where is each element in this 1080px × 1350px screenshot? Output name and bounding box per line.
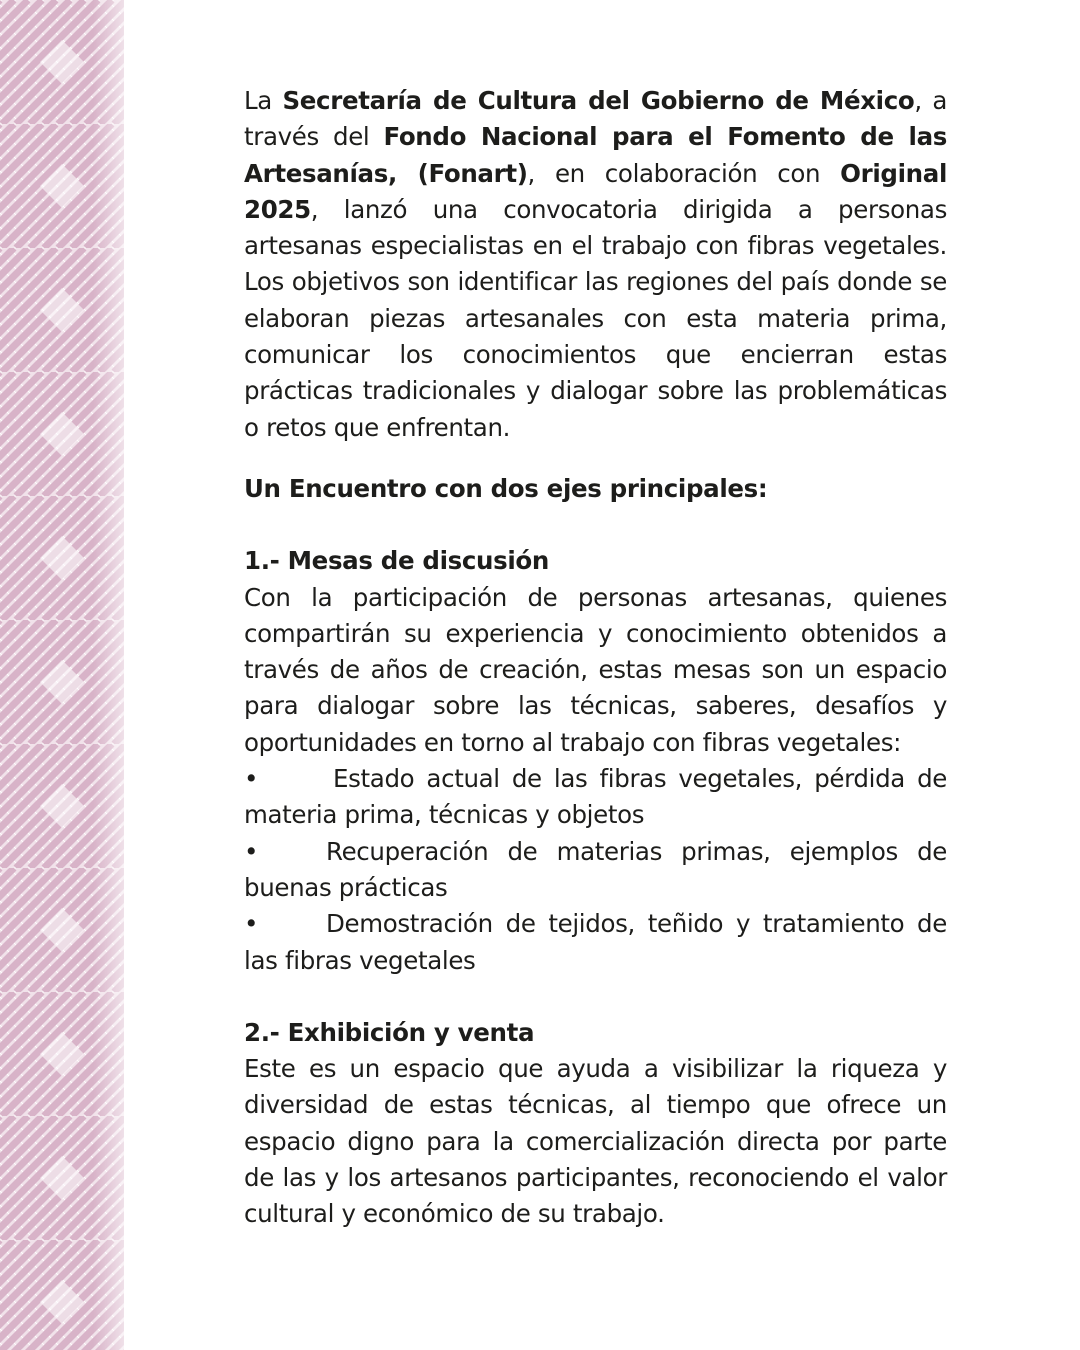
org-fonart: Fondo Nacional para el Fomento de las Artesanías, (Fonart) [244, 122, 948, 188]
intro-paragraph: La Secretaría de Cultura del Gobierno de México, a través del Fondo Nacional para el Fomento de las Artesanías, (Fonart), en colaboración con Original 2025, lanzó una convocatoria dirigida a personas artesanas especialistas en el trabajo con fibras vegetales. Los objetivos son identificar las regiones del país donde se elaboran piezas artesanales con esta materia prima, comunicar los conocimientos que encierran estas prácticas tradicionales y dialogar sobre las problemáticas o retos que enfrentan. [244, 86, 948, 442]
bullet-item: • Demostración de tejidos, teñido y tratamiento de las fibras vegetales [244, 906, 947, 979]
bullet-icon: • [244, 764, 259, 794]
woven-pattern-graphic [0, 0, 124, 1350]
section1-title: 1.- Mesas de discusión [244, 546, 549, 576]
org-original: Original 2025 [244, 158, 947, 224]
woven-pattern-border [0, 0, 124, 1350]
subtitle: Un Encuentro con dos ejes principales: [244, 473, 768, 503]
bullet-item: • Estado actual de las fibras vegetales, pérdida de materia prima, técnicas y objetos [244, 761, 947, 834]
pattern-fade [0, 0, 124, 1350]
section2-title: 2.- Exhibición y venta [244, 1017, 535, 1047]
article-body [244, 83, 947, 1233]
bullet-icon: • [244, 909, 259, 939]
org-secretaria: Secretaría de Cultura del Gobierno de México [282, 86, 915, 115]
section1-body: Con la participación de personas artesanas, quienes compartirán su experiencia y conocimiento obtenidos a través de años de creación, estas mesas son un espacio para dialogar sobre las técnicas, saberes, desafíos y oportunidades en torno al trabajo con fibras vegetales: [244, 582, 947, 757]
section2-body: Este es un espacio que ayuda a visibilizar la riqueza y diversidad de estas técnicas, al tiempo que ofrece un espacio digno para la comercialización directa por parte de las y los artesanos participantes, reconociendo el valor cultural y económico de su trabajo. [244, 1054, 947, 1229]
bullet-item: • Recuperación de materias primas, ejemplos de buenas prácticas [244, 834, 947, 907]
bullet-icon: • [244, 836, 259, 866]
